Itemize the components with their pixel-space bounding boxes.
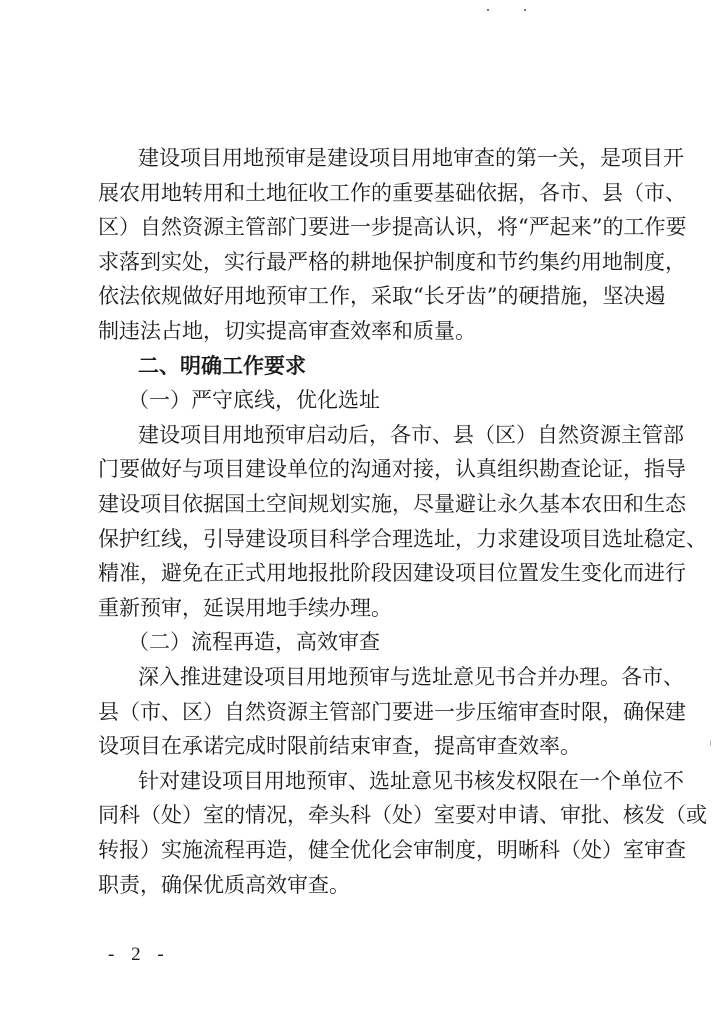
scan-speck — [487, 9, 489, 11]
body-line: 重新预审，延误用地手续办理。 — [98, 596, 392, 620]
body-line: 展农用地转用和土地征收工作的重要基础依据，各市、县（市、 — [98, 181, 686, 205]
body-line: 建设项目用地预审启动后，各市、县（区）自然资源主管部 — [138, 423, 684, 447]
body-line: 区）自然资源主管部门要进一步提高认识，将“严起来”的工作要 — [98, 215, 687, 239]
body-line: 深入推进建设项目用地预审与选址意见书合并办理。各市、 — [138, 665, 684, 689]
body-line: 依法依规做好用地预审工作，采取“长牙齿”的硬措施，坚决遏 — [98, 284, 666, 308]
subsection-title: （一）严守底线，优化选址 — [128, 388, 380, 412]
body-line: 同科（处）室的情况，牵头科（处）室要对申请、审批、核发（或 — [98, 803, 707, 827]
body-line: 精准，避免在正式用地报批阶段因建设项目位置发生变化而进行 — [98, 561, 686, 585]
body-line: 门要做好与项目建设单位的沟通对接，认真组织勘查论证，指导 — [98, 457, 686, 481]
section-heading: 二、明确工作要求 — [138, 354, 306, 378]
body-line: 县（市、区）自然资源主管部门要进一步压缩审查时限，确保建 — [98, 700, 686, 724]
body-line: 求落到实处，实行最严格的耕地保护制度和节约集约用地制度， — [98, 250, 686, 274]
scan-edge-mark — [710, 740, 711, 746]
body-line: 制违法占地，切实提高审查效率和质量。 — [98, 319, 476, 343]
body-line: 职责，确保优质高效审查。 — [98, 873, 350, 897]
body-line: 转报）实施流程再造，健全优化会审制度，明晰科（处）室审查 — [98, 838, 686, 862]
body-line: 保护红线，引导建设项目科学合理选址，力求建设项目选址稳定、 — [98, 527, 707, 551]
body-line: 建设项目依据国土空间规划实施，尽量避让永久基本农田和生态 — [98, 492, 686, 516]
body-line: 设项目在承诺完成时限前结束审查，提高审查效率。 — [98, 734, 581, 758]
scan-speck — [524, 9, 526, 11]
body-line: 针对建设项目用地预审、选址意见书核发权限在一个单位不 — [138, 769, 684, 793]
body-line: 建设项目用地预审是建设项目用地审查的第一关，是项目开 — [138, 146, 684, 170]
page-number: - 2 - — [108, 944, 170, 965]
subsection-title: （二）流程再造，高效审查 — [128, 630, 380, 654]
